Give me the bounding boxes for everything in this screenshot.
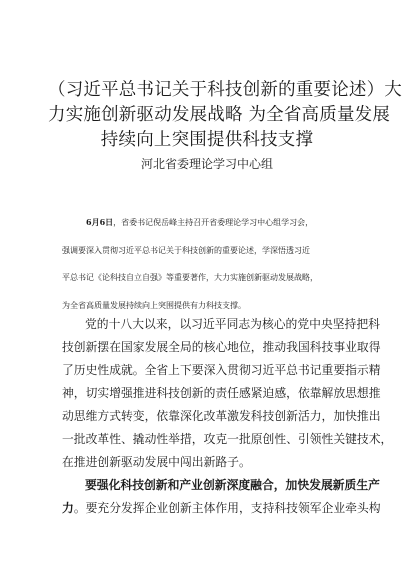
- body-line-9: [62, 497, 381, 520]
- title-line-3: 持续向上突围提供科技支撑: [100, 130, 314, 150]
- body-paragraphs: [62, 313, 393, 520]
- body-line-6: 一批改革性、撬动性举措，攻克一批原创性、引领性关键技术，: [62, 432, 393, 446]
- body-line-1: [62, 313, 380, 336]
- abstract-line-4: 为全省高质量发展持续向上突围提供有力科技支撑。: [62, 300, 246, 310]
- body-line-3: 了历史性成就。全省上下要深入贯彻习近平总书记重要指示精: [62, 363, 381, 377]
- bold-heading-line: [62, 474, 380, 497]
- body-line-1-text: 党的十八大以来，以习近平同志为核心的党中央坚持把科: [85, 317, 380, 331]
- bold-heading-text: 要强化科技创新和产业创新深度融合，加快发展新质生产: [85, 478, 380, 492]
- body-line-4: 神，切实增强推进科技创新的责任感紧迫感，依靠解放思想推: [62, 386, 381, 400]
- abstract-line-2: 强调要深入贯彻习近平总书记关于科技创新的重要论述，学深悟透习近: [62, 245, 310, 255]
- abstract-paragraph: [62, 209, 362, 319]
- title-line-2: 力实施创新驱动发展战略 为全省高质量发展: [48, 105, 391, 125]
- abstract-date: 6月6日: [86, 217, 114, 227]
- article-title-block: [48, 78, 402, 172]
- bold-heading-continuation: 力: [62, 501, 74, 515]
- body-line-2: 技创新摆在国家发展全局的核心地位，推动我国科技事业取得: [62, 340, 381, 354]
- abstract-line-1: [62, 209, 362, 237]
- abstract-line-1-text: ，省委书记倪岳峰主持召开省委理论学习中心组学习会，: [113, 218, 314, 227]
- title-line-1: （习近平总书记关于科技创新的重要论述）大: [48, 80, 402, 100]
- body-line-9-text: 。要充分发挥企业创新主体作用，支持科技领军企业牵头构: [73, 501, 381, 515]
- abstract-line-3: 平总书记《论科技自立自强》等重要著作，大力实施创新驱动发展战略，: [62, 273, 318, 282]
- body-line-5: 动思维方式转变，依靠深化改革激发科技创新活力，加快推出: [62, 409, 381, 423]
- author-line: 河北省委理论学习中心组: [140, 157, 273, 171]
- body-line-7: 在推进创新驱动发展中闯出新路子。: [62, 455, 251, 469]
